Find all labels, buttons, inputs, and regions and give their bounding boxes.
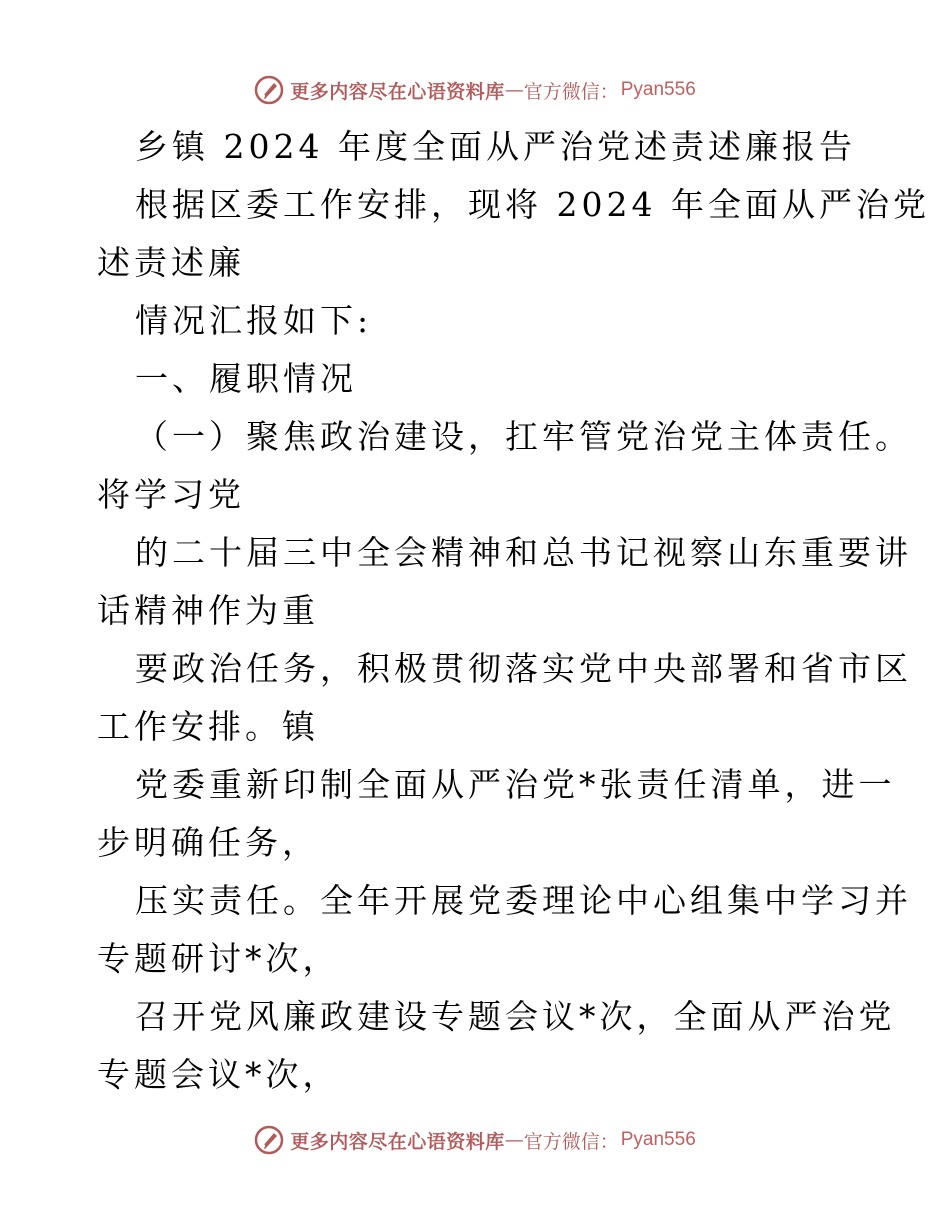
paragraph-line: 党委重新印制全面从严治党*张责任清单，进一: [135, 765, 896, 804]
section-heading: 一、履职情况: [135, 359, 357, 398]
document-body: [97, 118, 930, 1104]
watermark-wechat-label: 官方微信：: [523, 80, 619, 103]
document-title: 乡镇 2024 年度全面从严治党述责述廉报告: [135, 127, 856, 166]
paragraph-line: 专题会议*次，: [97, 1055, 340, 1094]
paragraph-line: 步明确任务，: [97, 823, 319, 862]
watermark-wechat-id: Pyan556: [620, 79, 696, 100]
watermark-text: 更多内容尽在心语资料库: [290, 80, 505, 103]
paragraph-line: 的二十届三中全会精神和总书记视察山东重要讲: [135, 533, 912, 572]
paragraph-line: 要政治任务，积极贯彻落实党中央部署和省市区: [135, 649, 912, 688]
paragraph-line: 召开党风廉政建设专题会议*次，全面从严治党: [135, 997, 896, 1036]
watermark-footer: [0, 1120, 950, 1160]
paragraph-line: 专题研讨*次，: [97, 939, 340, 978]
paragraph-line: 根据区委工作安排，现将 2024 年全面从严治党: [135, 185, 930, 224]
paragraph-line: 压实责任。全年开展党委理论中心组集中学习并: [135, 881, 912, 920]
paragraph-line: 工作安排。镇: [97, 707, 319, 746]
watermark-header: [0, 70, 950, 110]
pen-seal-icon: [254, 1125, 284, 1155]
subsection-heading: （一）聚焦政治建设，扛牢管党治党主体责任。: [135, 417, 912, 456]
watermark-separator: —: [504, 79, 524, 101]
paragraph-line: 话精神作为重: [97, 591, 319, 630]
paragraph-line: 情况汇报如下:: [135, 301, 373, 340]
paragraph-line: 将学习党: [97, 475, 245, 514]
watermark-wechat-id: Pyan556: [620, 1129, 696, 1150]
pen-seal-icon: [254, 75, 284, 105]
paragraph-line: 述责述廉: [97, 243, 245, 282]
watermark-text: 更多内容尽在心语资料库: [290, 1130, 505, 1153]
watermark-wechat-label: 官方微信：: [523, 1130, 619, 1153]
watermark-separator: —: [504, 1129, 524, 1151]
